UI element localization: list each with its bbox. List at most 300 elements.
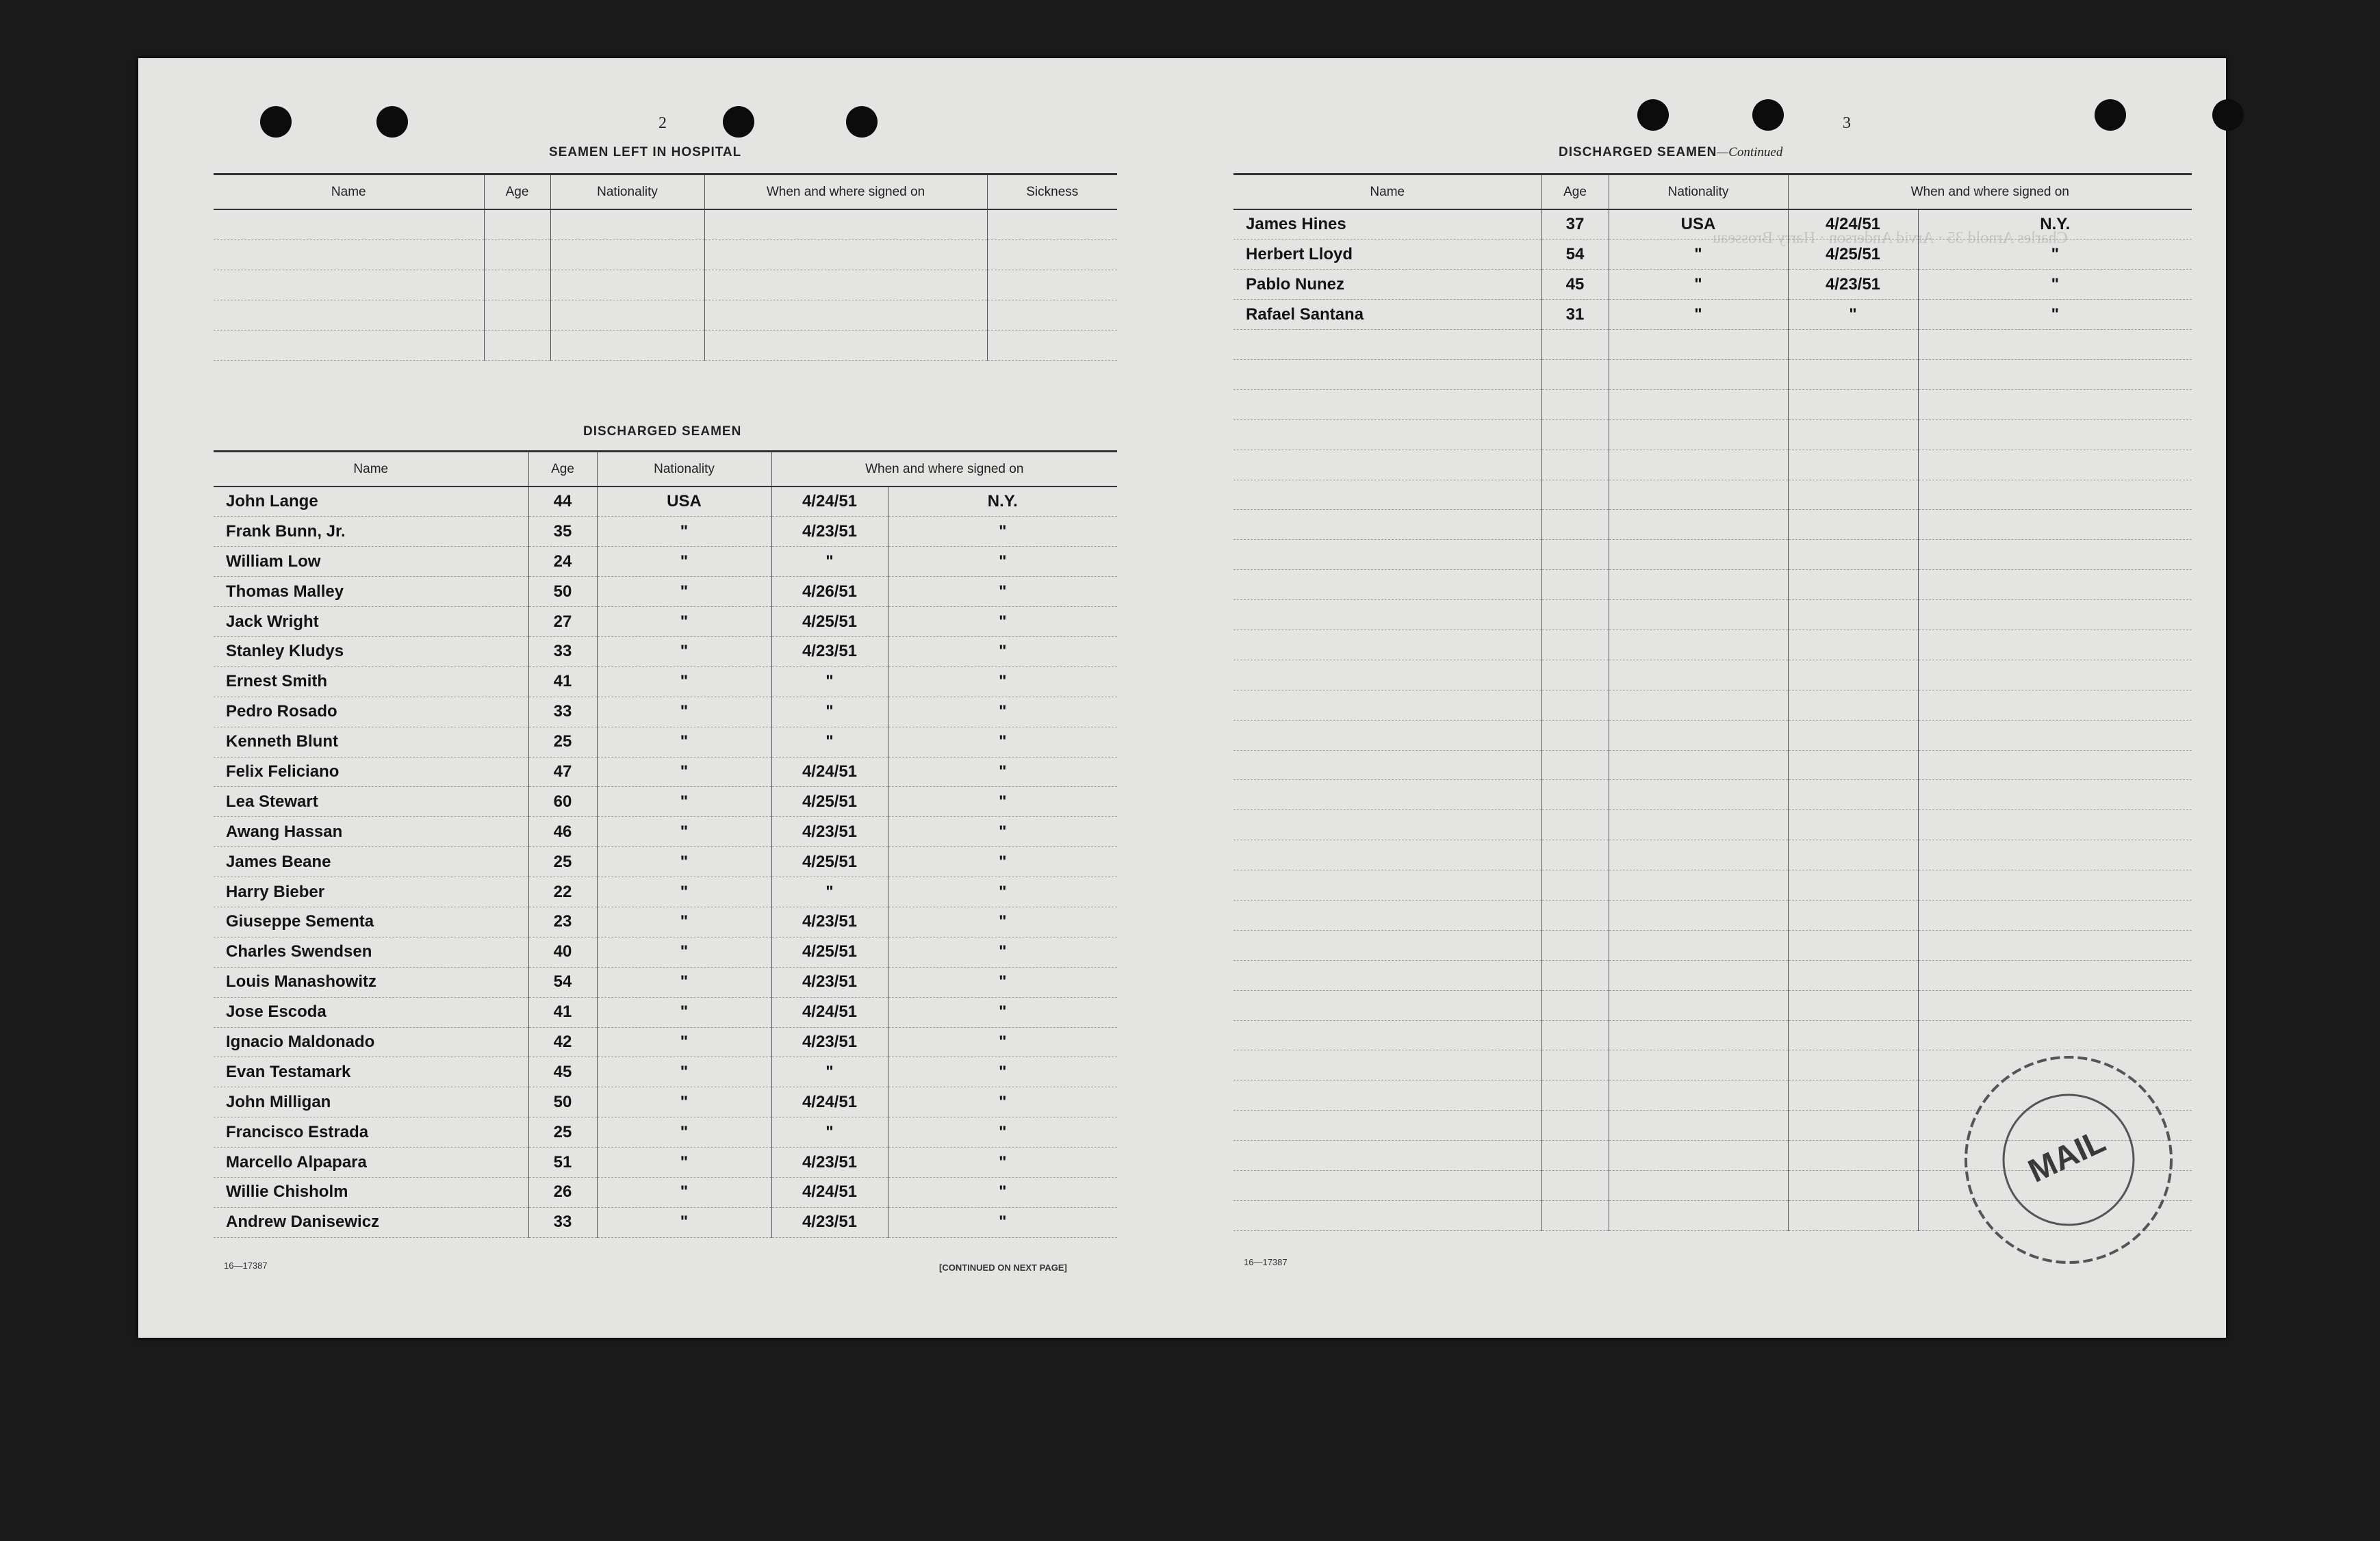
bleed-through-text: Charles Arnold 35 · Arvid Anderson · Harry Brosseau xyxy=(1713,229,2068,247)
cell-nationality xyxy=(597,1057,771,1087)
cell-nationality xyxy=(1609,810,1788,840)
cell-age xyxy=(1541,1050,1609,1080)
cell-name xyxy=(214,636,528,666)
cell-name-text: Charles Swendsen xyxy=(226,942,372,961)
cell-age xyxy=(528,757,597,787)
cell-place-text: " xyxy=(999,521,1007,541)
cell-age xyxy=(1541,270,1609,300)
cell-place-text: " xyxy=(999,1182,1007,1202)
cell-place-text: " xyxy=(2051,244,2059,263)
cell-nationality xyxy=(1609,900,1788,930)
cell-name xyxy=(1233,389,1541,419)
right-page xyxy=(1233,58,2226,1338)
cell-age xyxy=(1541,330,1609,360)
cell-nationality-text: " xyxy=(680,642,689,661)
cell-place-text: N.Y. xyxy=(2040,215,2071,234)
cell-nationality xyxy=(597,997,771,1027)
cell-age-text: 54 xyxy=(1565,244,1585,263)
cell-name-text: Evan Testamark xyxy=(226,1062,351,1081)
cell-nationality xyxy=(1609,720,1788,750)
cell-name xyxy=(214,697,528,727)
cell-nationality xyxy=(597,1027,771,1057)
cell-date xyxy=(771,907,888,937)
cell-date xyxy=(1788,690,1918,720)
cell-place-text: " xyxy=(999,1152,1007,1171)
cell-date-text: 4/24/51 xyxy=(802,762,858,781)
cell-age xyxy=(528,967,597,997)
cell-nationality xyxy=(1609,870,1788,901)
cell-nationality-text: " xyxy=(680,822,689,841)
cell-nationality-text: " xyxy=(680,732,689,751)
cell-age xyxy=(528,1177,597,1207)
cell-date xyxy=(1788,750,1918,780)
cell-date xyxy=(1788,359,1918,389)
cell-age xyxy=(528,1027,597,1057)
table-row xyxy=(214,1207,1117,1237)
cell-place xyxy=(888,487,1117,517)
cell-name-text: Jose Escoda xyxy=(226,1002,327,1022)
cell-nationality xyxy=(597,517,771,547)
cell-name xyxy=(214,1207,528,1237)
table-header-row xyxy=(214,175,1117,209)
cell-place-text: " xyxy=(999,942,1007,961)
cell-place xyxy=(888,1027,1117,1057)
cell-date xyxy=(1788,209,1918,239)
cell-age xyxy=(1541,630,1609,660)
table-row xyxy=(1233,870,2192,901)
cell-date-text: 4/25/51 xyxy=(1825,244,1881,263)
cell-nationality-text: " xyxy=(680,582,689,601)
cell-name xyxy=(214,817,528,847)
table-row xyxy=(214,547,1117,577)
cell-age xyxy=(528,817,597,847)
cell-age xyxy=(528,636,597,666)
table-row xyxy=(214,727,1117,757)
cell-date xyxy=(771,877,888,907)
cell-date-text: " xyxy=(826,1062,834,1081)
cell-date xyxy=(1788,239,1918,270)
cell-place xyxy=(1918,600,2192,630)
cell-date-text: 4/23/51 xyxy=(802,1032,858,1051)
cell-place xyxy=(1918,270,2192,300)
cell-age xyxy=(528,607,597,637)
cell-place xyxy=(888,1177,1117,1207)
cell-nationality xyxy=(1609,1111,1788,1141)
col-header-name: Name xyxy=(214,175,484,209)
cell-place xyxy=(1918,810,2192,840)
cell-name xyxy=(1233,1050,1541,1080)
cell-place xyxy=(888,607,1117,637)
cell-age-text: 25 xyxy=(553,852,572,871)
cell-place xyxy=(1918,630,2192,660)
cell-age xyxy=(1541,780,1609,810)
cell-name-text: William Low xyxy=(226,552,321,571)
table-row xyxy=(214,1148,1117,1178)
table-row xyxy=(214,997,1117,1027)
table-row xyxy=(1233,510,2192,540)
cell-place xyxy=(1918,900,2192,930)
cell-age xyxy=(528,1117,597,1148)
table-row xyxy=(1233,419,2192,450)
cell-name xyxy=(1233,900,1541,930)
cell-name-text: Kenneth Blunt xyxy=(226,732,338,751)
cell-age xyxy=(1541,720,1609,750)
cell-date-text: 4/23/51 xyxy=(802,822,858,841)
col-header-age: Age xyxy=(484,175,550,209)
cell-age xyxy=(1541,1141,1609,1171)
cell-name-text: Pablo Nunez xyxy=(1246,274,1345,294)
cell-nationality xyxy=(597,577,771,607)
cell-name-text: Thomas Malley xyxy=(226,582,344,601)
cell-name-text: Frank Bunn, Jr. xyxy=(226,521,346,541)
cell-place-text: " xyxy=(999,972,1007,992)
cell-place-text: " xyxy=(999,1092,1007,1111)
cell-age xyxy=(528,517,597,547)
cell-age xyxy=(528,697,597,727)
cell-name-text: John Lange xyxy=(226,492,318,511)
cell-age-text: 33 xyxy=(553,1213,572,1232)
cell-date-text: 4/25/51 xyxy=(802,942,858,961)
table-row xyxy=(214,877,1117,907)
punch-hole xyxy=(846,106,878,138)
table-row xyxy=(1233,780,2192,810)
table-row xyxy=(1233,690,2192,720)
cell-date xyxy=(771,757,888,787)
cell-nationality xyxy=(1609,239,1788,270)
cell-place xyxy=(1918,330,2192,360)
page-number: 2 xyxy=(658,114,667,132)
cell-date-text: 4/24/51 xyxy=(802,1182,858,1202)
cell-age xyxy=(528,1057,597,1087)
cell-date-text: 4/24/51 xyxy=(1825,215,1881,234)
col-header-signed-on: When and where signed on xyxy=(771,452,1117,487)
discharged-section-title: DISCHARGED SEAMEN xyxy=(583,424,742,439)
cell-place-text: " xyxy=(999,732,1007,751)
cell-nationality-text: " xyxy=(680,1122,689,1141)
cell-date xyxy=(1788,330,1918,360)
cell-date xyxy=(1788,720,1918,750)
cell-date xyxy=(1788,480,1918,510)
cell-date xyxy=(1788,900,1918,930)
cell-nationality xyxy=(597,547,771,577)
cell-age-text: 41 xyxy=(553,672,572,691)
cell-place xyxy=(888,997,1117,1027)
cell-name xyxy=(214,577,528,607)
table-row xyxy=(1233,209,2192,239)
cell-name xyxy=(1233,600,1541,630)
cell-name xyxy=(1233,209,1541,239)
col-header-signed-on: When and where signed on xyxy=(1788,175,2192,209)
cell-age xyxy=(528,666,597,697)
cell-age-text: 33 xyxy=(553,642,572,661)
cell-age-text: 25 xyxy=(553,1122,572,1141)
cell-age xyxy=(528,787,597,817)
cell-name xyxy=(214,1117,528,1148)
cell-place-text: " xyxy=(999,702,1007,721)
table-row xyxy=(214,487,1117,517)
cell-nationality xyxy=(597,1117,771,1148)
cell-age xyxy=(1541,690,1609,720)
table-row xyxy=(1233,300,2192,330)
cell-age xyxy=(1541,840,1609,870)
cell-nationality xyxy=(1609,840,1788,870)
cell-place-text: " xyxy=(999,582,1007,601)
cell-date xyxy=(1788,270,1918,300)
cell-age xyxy=(1541,990,1609,1020)
cell-place xyxy=(1918,750,2192,780)
cell-date-text: 4/24/51 xyxy=(802,1092,858,1111)
form-code: 16—17387 xyxy=(224,1260,268,1271)
cell-place xyxy=(888,757,1117,787)
cell-date-text: 4/23/51 xyxy=(1825,274,1881,294)
cell-date xyxy=(771,1148,888,1178)
cell-name xyxy=(214,547,528,577)
cell-date-text: 4/24/51 xyxy=(802,492,858,511)
cell-age-text: 51 xyxy=(553,1152,572,1171)
cell-date-text: 4/23/51 xyxy=(802,972,858,992)
cell-name-text: Willie Chisholm xyxy=(226,1182,348,1202)
cell-place xyxy=(888,1057,1117,1087)
cell-place xyxy=(1918,540,2192,570)
cell-date-text: " xyxy=(826,552,834,571)
mail-postmark-stamp xyxy=(1956,1047,2181,1273)
cell-date xyxy=(1788,300,1918,330)
cell-nationality xyxy=(1609,389,1788,419)
punch-hole xyxy=(723,106,754,138)
cell-date xyxy=(771,1207,888,1237)
col-header-age: Age xyxy=(1541,175,1609,209)
table-row xyxy=(1233,630,2192,660)
cell-date xyxy=(1788,1080,1918,1111)
cell-age-text: 54 xyxy=(553,972,572,992)
cell-date xyxy=(1788,960,1918,990)
cell-age-text: 31 xyxy=(1565,305,1585,324)
table-row xyxy=(214,907,1117,937)
cell-date xyxy=(771,1177,888,1207)
cell-nationality xyxy=(597,877,771,907)
cell-place-text: " xyxy=(999,822,1007,841)
cell-age-text: 35 xyxy=(553,521,572,541)
cell-nationality-text: " xyxy=(680,1032,689,1051)
cell-name-text: Stanley Kludys xyxy=(226,642,344,661)
table-row xyxy=(1233,600,2192,630)
cell-date xyxy=(771,787,888,817)
cell-name xyxy=(214,1177,528,1207)
cell-name xyxy=(214,666,528,697)
cell-nationality xyxy=(1609,209,1788,239)
cell-age xyxy=(1541,1200,1609,1230)
cell-name-text: Louis Manashowitz xyxy=(226,972,377,992)
cell-name xyxy=(1233,810,1541,840)
cell-nationality xyxy=(1609,1020,1788,1050)
cell-place xyxy=(888,847,1117,877)
cell-nationality xyxy=(597,636,771,666)
table-row xyxy=(1233,450,2192,480)
cell-date xyxy=(771,547,888,577)
cell-date xyxy=(1788,450,1918,480)
table-row xyxy=(214,967,1117,997)
cell-nationality xyxy=(597,607,771,637)
cell-place xyxy=(888,547,1117,577)
cell-nationality-text: " xyxy=(1694,244,1702,263)
cell-nationality-text: " xyxy=(680,552,689,571)
table-row xyxy=(1233,840,2192,870)
table-row xyxy=(214,239,1117,270)
cell-date xyxy=(771,967,888,997)
cell-age xyxy=(1541,930,1609,960)
cell-name xyxy=(1233,330,1541,360)
punch-hole xyxy=(260,106,292,138)
punch-hole xyxy=(2095,99,2126,131)
cell-age-text: 22 xyxy=(553,882,572,901)
table-row xyxy=(1233,359,2192,389)
cell-nationality xyxy=(1609,480,1788,510)
col-header-sickness: Sickness xyxy=(987,175,1117,209)
cell-place-text: " xyxy=(2051,305,2059,324)
cell-date xyxy=(1788,1050,1918,1080)
cell-date xyxy=(1788,1141,1918,1171)
cell-date-text: 4/26/51 xyxy=(802,582,858,601)
cell-nationality xyxy=(1609,1080,1788,1111)
cell-place xyxy=(1918,840,2192,870)
cell-place xyxy=(1918,720,2192,750)
cell-name xyxy=(1233,720,1541,750)
cell-name xyxy=(214,877,528,907)
cell-place-text: " xyxy=(999,792,1007,811)
cell-name xyxy=(1233,570,1541,600)
hospital-table xyxy=(214,175,1117,361)
table-row xyxy=(1233,540,2192,570)
cell-age xyxy=(528,997,597,1027)
cell-age xyxy=(528,937,597,967)
cell-name-text: Awang Hassan xyxy=(226,822,343,841)
cell-age xyxy=(1541,359,1609,389)
cell-nationality xyxy=(597,666,771,697)
cell-age-text: 40 xyxy=(553,942,572,961)
cell-date xyxy=(771,817,888,847)
cell-age-text: 46 xyxy=(553,822,572,841)
cell-date-text: 4/25/51 xyxy=(802,792,858,811)
cell-date-text: " xyxy=(826,672,834,691)
table-row xyxy=(1233,960,2192,990)
cell-name xyxy=(214,967,528,997)
col-header-name: Name xyxy=(214,452,528,487)
col-header-signed-on: When and where signed on xyxy=(704,175,987,209)
cell-name-text: James Hines xyxy=(1246,215,1346,234)
cell-age xyxy=(1541,480,1609,510)
cell-name-text: John Milligan xyxy=(226,1092,331,1111)
cell-name xyxy=(1233,450,1541,480)
cell-date xyxy=(1788,600,1918,630)
cell-age-text: 24 xyxy=(553,552,572,571)
table-row xyxy=(214,517,1117,547)
cell-age xyxy=(528,727,597,757)
table-row xyxy=(214,1117,1117,1148)
cell-date-text: 4/23/51 xyxy=(802,1213,858,1232)
cell-place-text: " xyxy=(999,852,1007,871)
cell-place xyxy=(1918,209,2192,239)
cell-place-text: " xyxy=(999,1032,1007,1051)
cell-place-text: " xyxy=(999,612,1007,631)
table-header-row xyxy=(1233,175,2192,209)
cell-age xyxy=(528,487,597,517)
cell-date xyxy=(771,697,888,727)
cell-place xyxy=(888,727,1117,757)
table-row xyxy=(214,330,1117,360)
cell-nationality-text: " xyxy=(680,672,689,691)
cell-age xyxy=(1541,960,1609,990)
cell-nationality xyxy=(1609,960,1788,990)
cell-name xyxy=(214,607,528,637)
cell-date xyxy=(771,577,888,607)
table-row xyxy=(214,817,1117,847)
continued-note: [CONTINUED ON NEXT PAGE] xyxy=(939,1262,1067,1273)
cell-nationality xyxy=(597,847,771,877)
cell-name xyxy=(1233,630,1541,660)
cell-nationality xyxy=(597,787,771,817)
col-header-nationality: Nationality xyxy=(597,452,771,487)
cell-nationality-text: " xyxy=(680,1213,689,1232)
cell-age xyxy=(528,1087,597,1117)
cell-nationality-text: USA xyxy=(667,492,702,511)
col-header-nationality: Nationality xyxy=(550,175,704,209)
cell-nationality xyxy=(597,817,771,847)
cell-date xyxy=(1788,540,1918,570)
cell-date xyxy=(1788,389,1918,419)
cell-age xyxy=(528,1207,597,1237)
table-row xyxy=(1233,570,2192,600)
cell-date xyxy=(771,997,888,1027)
table-row xyxy=(214,666,1117,697)
cell-name xyxy=(214,1148,528,1178)
cell-age-text: 45 xyxy=(1565,274,1585,294)
table-row xyxy=(1233,990,2192,1020)
cell-nationality xyxy=(1609,1171,1788,1201)
cell-date xyxy=(1788,510,1918,540)
cell-place xyxy=(1918,1020,2192,1050)
cell-age-text: 25 xyxy=(553,732,572,751)
table-row xyxy=(1233,239,2192,270)
cell-place xyxy=(888,817,1117,847)
table-row xyxy=(1233,389,2192,419)
cell-age-text: 45 xyxy=(553,1062,572,1081)
cell-name xyxy=(1233,690,1541,720)
cell-nationality xyxy=(1609,450,1788,480)
cell-nationality-text: " xyxy=(680,612,689,631)
cell-age-text: 50 xyxy=(553,582,572,601)
discharged-continued-title xyxy=(1559,145,1782,160)
cell-place-text: " xyxy=(999,1122,1007,1141)
cell-date-text: 4/23/51 xyxy=(802,642,858,661)
cell-age xyxy=(1541,510,1609,540)
form-code: 16—17387 xyxy=(1244,1257,1288,1267)
cell-nationality-text: " xyxy=(680,1062,689,1081)
cell-nationality-text: " xyxy=(680,1002,689,1022)
col-header-name: Name xyxy=(1233,175,1541,209)
cell-age xyxy=(1541,1171,1609,1201)
cell-date xyxy=(1788,810,1918,840)
cell-date-text: 4/23/51 xyxy=(802,912,858,931)
cell-name xyxy=(214,727,528,757)
punch-hole xyxy=(2212,99,2244,131)
cell-place xyxy=(1918,930,2192,960)
cell-nationality xyxy=(1609,600,1788,630)
cell-nationality xyxy=(597,697,771,727)
cell-name xyxy=(1233,300,1541,330)
cell-nationality xyxy=(597,757,771,787)
cell-date-text: 4/24/51 xyxy=(802,1002,858,1022)
table-row xyxy=(1233,900,2192,930)
